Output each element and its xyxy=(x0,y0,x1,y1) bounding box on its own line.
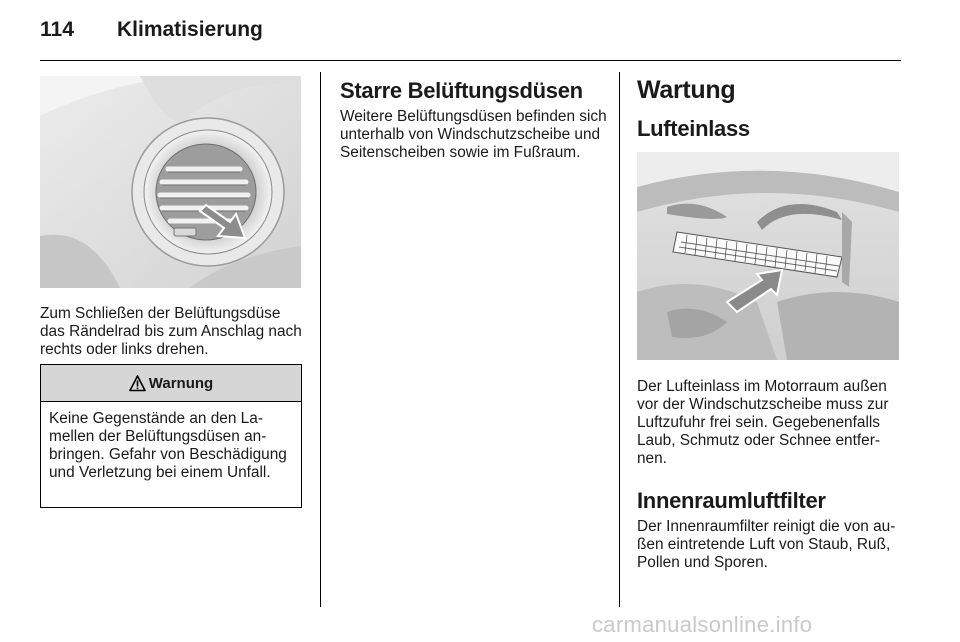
heading-air-intake: Lufteinlass xyxy=(637,116,750,141)
air-intake-text: Der Lufteinlass im Motorraum außen vor der Windschutzscheibe muss zur Luftzufuhr frei sein. Gegebenenfalls Laub, Schmutz oder Schnee entfernen. xyxy=(637,378,889,467)
heading-cabin-filter: Innenraumluftfilter xyxy=(637,488,826,513)
warning-box xyxy=(40,364,302,508)
column-divider-2 xyxy=(619,72,620,607)
watermark: carmanualsonline.info xyxy=(592,612,813,637)
column-divider-1 xyxy=(320,72,321,607)
warning-triangle-icon xyxy=(129,375,146,392)
warning-text: Keine Gegenstände an den Lamellen der Belüftungsdüsen anbringen. Gefahr von Beschädigung und Verletzung bei einem Unfall. xyxy=(49,410,287,481)
fixed-vents-text: Weitere Belüftungsdüsen befinden sich unterhalb von Windschutzscheibe und Seitenscheiben sowie im Fußraum. xyxy=(340,108,607,161)
warning-title: Warnung xyxy=(148,374,214,392)
cabin-filter-text: Der Innenraumfilter reinigt die von außen eintretende Luft von Staub, Ruß, Pollen und Sporen. xyxy=(637,518,896,571)
page-number: 114 xyxy=(40,18,74,41)
vent-close-caption: Zum Schließen der Belüftungsdüse das Rändelrad bis zum Anschlag nach rechts oder links drehen. xyxy=(40,305,302,358)
air-vent-illustration xyxy=(40,76,301,288)
header-rule xyxy=(40,60,901,61)
heading-maintenance: Wartung xyxy=(637,76,736,104)
warning-header xyxy=(41,365,301,402)
air-intake-illustration xyxy=(637,152,899,360)
heading-fixed-vents: Starre Belüftungsdüsen xyxy=(340,78,583,103)
page-title: Klimatisierung xyxy=(117,18,263,41)
